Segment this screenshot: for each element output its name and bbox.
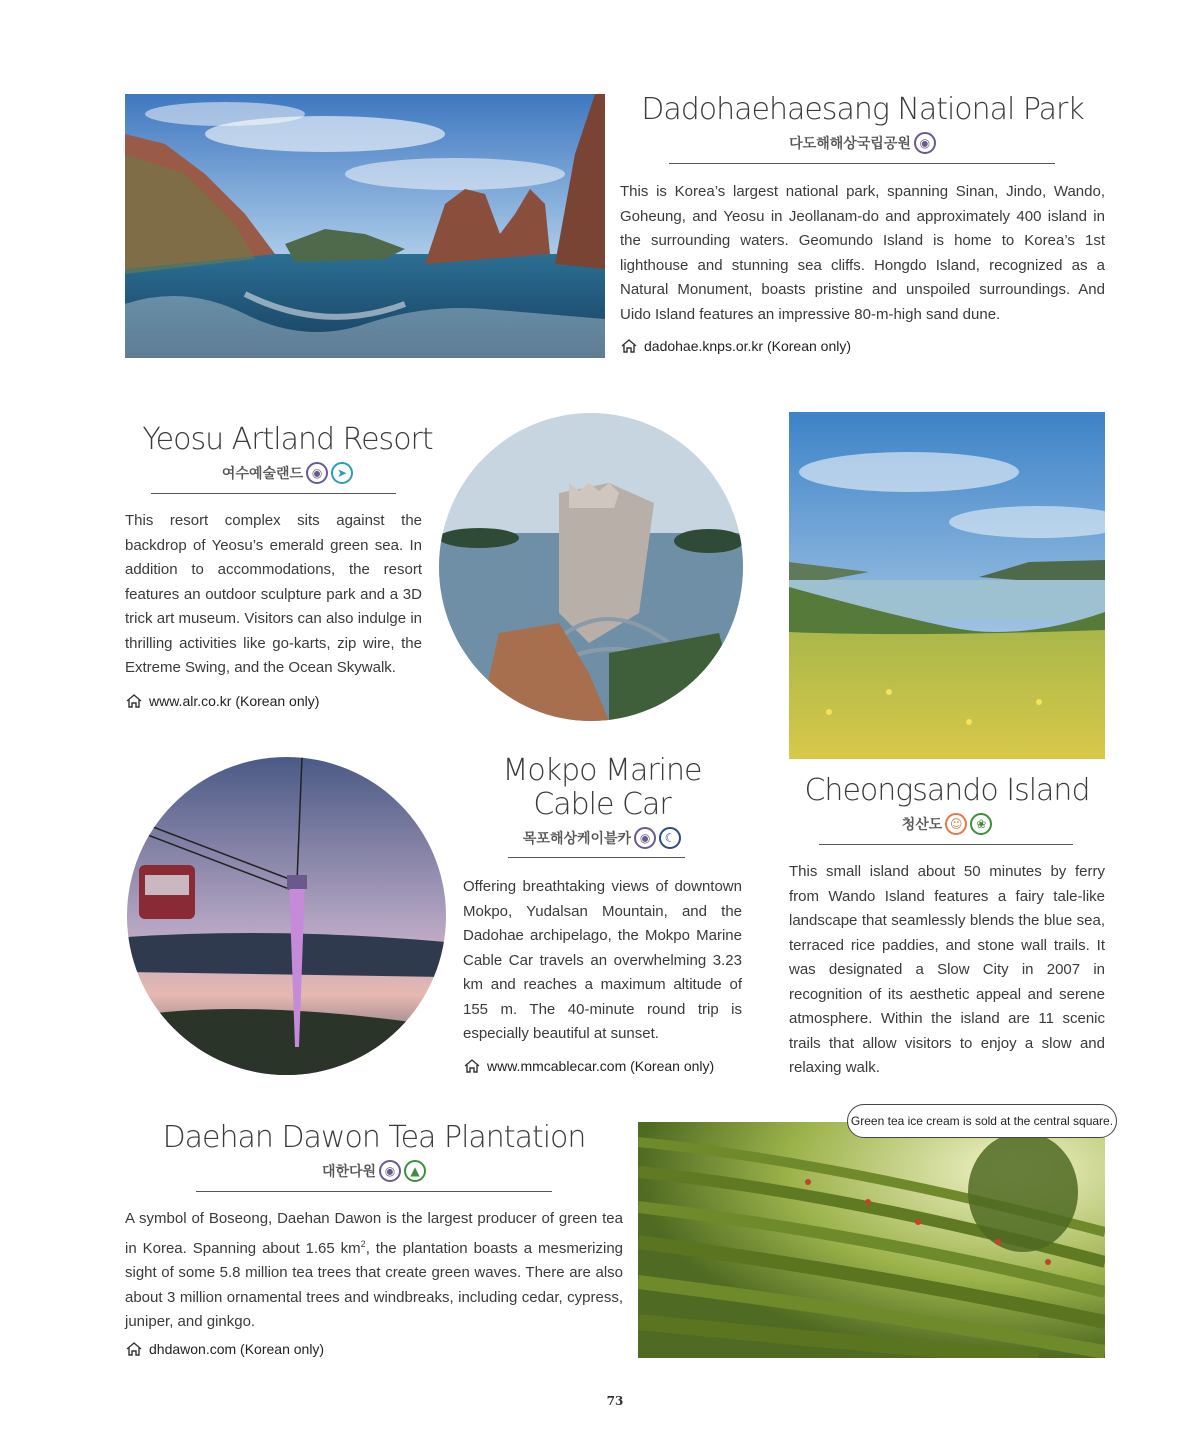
yeosu-title: Yeosu Artland Resort (142, 422, 433, 457)
dadohae-link[interactable] (620, 337, 851, 355)
dadohae-photo (125, 94, 605, 358)
camera-icon: ◉ (914, 132, 936, 154)
tree-icon: ▲ (404, 1160, 426, 1182)
yeosu-link-text: www.alr.co.kr (Korean only) (149, 693, 320, 709)
mokpo-link[interactable] (463, 1057, 714, 1075)
home-icon (463, 1057, 481, 1075)
mokpo-body: Offering breathtaking views of downtown Mokpo, Yudalsan Mountain, and the Dadohae archipelago, the Mokpo Marine Cable Car travels an overwhelming 3.23 km and reaches a maximum altitude of 155 m. The 40-minute round trip is especially beautiful at sunset. (463, 878, 742, 1042)
page-number: 73 (606, 1394, 624, 1408)
daehan-body-sup: 2 (360, 1238, 366, 1249)
dadohae-title: Dadohaehaesang National Park (641, 92, 1084, 127)
night-icon: ☾ (659, 827, 681, 849)
daehan-photo (638, 1122, 1105, 1358)
tip-bubble (847, 1104, 1117, 1138)
daehan-rule (196, 1191, 552, 1192)
dadohae-body: This is Korea’s largest national park, spanning Sinan, Jindo, Wando, Goheung, and Yeosu in Jeollanam-do and approximately 400 island in the surrounding waters. Geomundo Island is home to Korea’s 1st lighthouse and stunning sea cliffs. Hongdo Island, recognized as a Natural Monument, boasts pristine and unspoiled surroundings. And Uido Island features an impressive 80-m-high sand dune. (620, 183, 1105, 323)
dadohae-rule (669, 163, 1055, 164)
activity-icon: ➤ (331, 462, 353, 484)
cheongsando-title: Cheongsando Island (804, 773, 1090, 808)
daehan-korean: 대한다원 (321, 1164, 377, 1180)
cheongsando-korean-row (789, 813, 1105, 835)
yeosu-rule (151, 493, 396, 494)
cheongsando-korean: 청산도 (901, 817, 943, 833)
daehan-title: Daehan Dawon Tea Plantation (162, 1120, 586, 1155)
cheongsando-body: This small island about 50 minutes by ferry from Wando Island features a fairy tale-like landscape that seamlessly blends the blue sea, terraced rice paddies, and stone wall trails. It was designated a Slow City in 2007 in recognition of its aesthetic appeal and serene atmosphere. Within the island are 11 scenic trails that allow visitors to enjoy a slow and relaxing walk. (789, 863, 1105, 1076)
home-icon (125, 1340, 143, 1358)
home-icon (125, 692, 143, 710)
yeosu-korean: 여수예술랜드 (221, 466, 304, 482)
yeosu-body: This resort complex sits against the backdrop of Yeosu’s emerald green sea. In addition to accommodations, the resort features an outdoor sculpture park and a 3D trick art museum. Visitors can also indulge in thrilling activities like go-karts, zip wire, the Extreme Swing, and the Ocean Skywalk. (125, 512, 422, 676)
daehan-body-part2: , the plantation boasts a mesmerizing sight of some 5.8 million tea trees that create green waves. There are also about 3 million ornamental trees and windbreaks, including cedar, cypress, juniper, and ginkgo. (125, 1239, 623, 1330)
mokpo-link-text: www.mmcablecar.com (Korean only) (487, 1058, 715, 1074)
dadohae-korean-row (620, 132, 1105, 154)
mokpo-title-line2: Cable Car (533, 787, 671, 822)
tip-bubble-text: Green tea ice cream is sold at the central square. (850, 1114, 1114, 1128)
mokpo-photo (127, 757, 446, 1075)
daehan-body-part1: A symbol of Boseong, Daehan Dawon is the largest producer of green tea in Korea. Spanning about 1.65 km (125, 1210, 623, 1257)
mokpo-korean-row (462, 827, 742, 849)
healing-icon: ☺ (945, 813, 967, 835)
dadohae-korean: 다도해해상국립공원 (789, 136, 911, 152)
home-icon (620, 337, 638, 355)
yeosu-photo (439, 413, 743, 721)
mokpo-rule (508, 857, 685, 858)
cheongsando-photo (789, 412, 1105, 759)
yeosu-link[interactable] (125, 692, 319, 710)
nature-icon: ❀ (970, 813, 992, 835)
daehan-link[interactable] (125, 1340, 324, 1358)
camera-icon: ◉ (634, 827, 656, 849)
camera-icon: ◉ (306, 462, 328, 484)
camera-icon: ◉ (379, 1160, 401, 1182)
daehan-body (125, 1207, 623, 1335)
cheongsando-rule (819, 844, 1073, 845)
daehan-link-text: dhdawon.com (Korean only) (149, 1341, 325, 1357)
mokpo-korean: 목포해상케이블카 (522, 831, 632, 847)
mokpo-title-line1: Mokpo Marine (502, 753, 702, 788)
dadohae-link-text: dadohae.knps.or.kr (Korean only) (644, 338, 852, 354)
yeosu-korean-row (125, 462, 450, 484)
daehan-korean-row (125, 1160, 623, 1182)
